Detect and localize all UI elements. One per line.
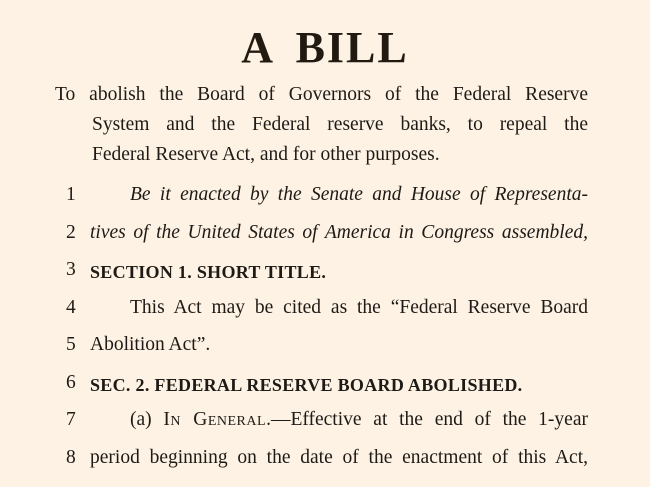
preamble-line: System and the Federal reserve banks, to repeal the: [92, 114, 588, 135]
subsection-label: (a): [130, 409, 164, 430]
bill-body: [66, 183, 588, 483]
bill-line: [66, 258, 588, 296]
line-number: 4: [66, 296, 76, 318]
line-number: 7: [66, 409, 76, 430]
bill-line: [66, 296, 588, 334]
line-number: 2: [66, 221, 76, 243]
bill-line: [66, 371, 588, 409]
preamble-line: To abolish the Board of Governors of the Federal Reserve: [55, 84, 588, 105]
bill-text-line: period beginning on the date of the enactment of this Act,: [90, 446, 588, 468]
line-number: 3: [66, 259, 76, 280]
bill-line: [66, 408, 588, 446]
bill-text-line: This Act may be cited as the “Federal Reserve Board: [130, 296, 588, 318]
line-number: 1: [66, 184, 76, 205]
bill-title: A BILL: [241, 23, 409, 72]
bill-text-line: Abolition Act”.: [90, 334, 211, 355]
bill-text-segment: .—Effective at the end of the 1-year: [266, 409, 588, 430]
bill-line: [66, 183, 588, 221]
preamble: [55, 80, 588, 170]
smallcaps-phrase: In General: [163, 409, 267, 430]
enacting-clause-line: tives of the United States of America in Congress assembled,: [90, 221, 588, 243]
bill-line: [66, 221, 588, 259]
line-number: 6: [66, 371, 76, 393]
line-number: 8: [66, 446, 76, 468]
enacting-clause-line: Be it enacted by the Senate and House of Representa-: [130, 184, 588, 205]
bill-text-line: [90, 408, 588, 432]
bill-line: [66, 333, 588, 371]
line-number: 5: [66, 334, 76, 355]
bill-line: [66, 446, 588, 484]
section-heading: SEC. 2. FEDERAL RESERVE BOARD ABOLISHED.: [90, 374, 523, 395]
section-heading: SECTION 1. SHORT TITLE.: [90, 262, 327, 282]
preamble-line: Federal Reserve Act, and for other purposes.: [92, 144, 440, 165]
